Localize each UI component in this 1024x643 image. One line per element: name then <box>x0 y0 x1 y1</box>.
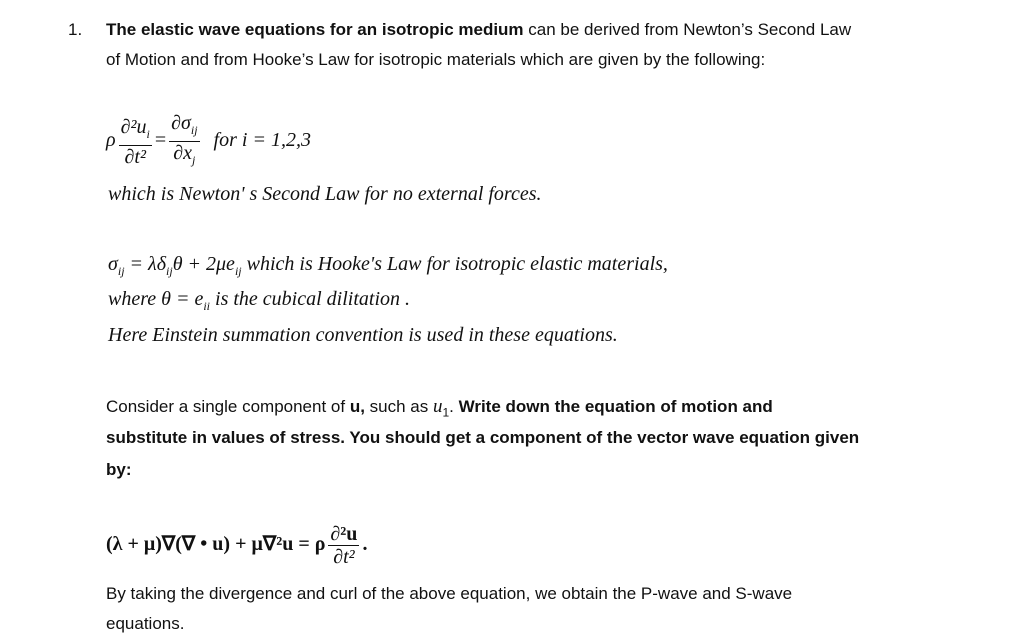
num-right-sub: ij <box>190 123 198 137</box>
u1-sub: 1 <box>442 405 450 420</box>
eq2-lhs: (λ + μ)∇(∇ • u) + μ∇²u = ρ <box>106 533 326 556</box>
consider-pre: Consider a single component of <box>106 397 350 416</box>
intro-rest: can be derived from Newton’s Second Law <box>523 20 852 39</box>
vector-wave-equation <box>106 523 367 568</box>
e-sub: ij <box>234 264 242 278</box>
consider-bold-1: Write down the equation of motion and <box>458 397 773 416</box>
where-sub: ii <box>203 299 211 313</box>
closing-line-1: By taking the divergence and curl of the above equation, we obtain the P-wave and S-wave <box>106 584 793 603</box>
num-left-sub: i <box>146 126 150 141</box>
den-left: ∂t² <box>124 145 146 168</box>
den-right: ∂x <box>173 142 193 164</box>
condition: for i = 1,2,3 <box>213 129 311 152</box>
einstein-note: Here Einstein summation convention is used in these equations. <box>108 324 618 346</box>
hooke-text: which is Hooke's Law for isotropic elastic materials, <box>241 253 668 275</box>
consider-dot: . <box>449 397 459 416</box>
eq2-dot: . <box>362 533 368 556</box>
den-right-sub: j <box>192 153 196 167</box>
u1: u <box>432 396 443 417</box>
num-left: ∂²u <box>120 115 147 138</box>
equation-newton <box>106 112 311 171</box>
num-right: ∂σ <box>171 112 191 134</box>
where-post: is the cubical dilitation . <box>210 288 410 310</box>
intro-bold: The elastic wave equations for an isotropic medium <box>106 20 524 39</box>
where-line <box>108 288 410 314</box>
intro-line-1 <box>106 20 851 40</box>
hooke-rhs-2: θ + 2μe <box>172 253 235 275</box>
closing-line-2: equations. <box>106 614 185 633</box>
eq2-den: ∂t² <box>333 546 355 568</box>
rho: ρ <box>106 129 116 152</box>
hooke-law <box>108 253 668 279</box>
consider-line-2: substitute in values of stress. You should get a component of the vector wave equation given <box>106 428 860 447</box>
newton-text: which is Newton' s Second Law for no external forces. <box>108 183 542 205</box>
consider-u: u, <box>349 397 365 416</box>
eq2-num: ∂²u <box>330 523 358 545</box>
item-number: 1. <box>68 20 83 39</box>
hooke-rhs-1: = λδ <box>124 253 167 275</box>
consider-line-3: by: <box>106 460 132 479</box>
consider-line-1 <box>106 396 773 419</box>
sigma: σ <box>108 253 118 275</box>
sigma-sub: ij <box>117 264 125 278</box>
delta-sub: ij <box>166 264 173 278</box>
equals: = <box>154 129 167 152</box>
consider-mid: such as <box>364 397 433 416</box>
where-pre: where θ = e <box>108 288 204 310</box>
intro-line-2: of Motion and from Hooke’s Law for isotropic materials which are given by the following: <box>106 50 766 69</box>
